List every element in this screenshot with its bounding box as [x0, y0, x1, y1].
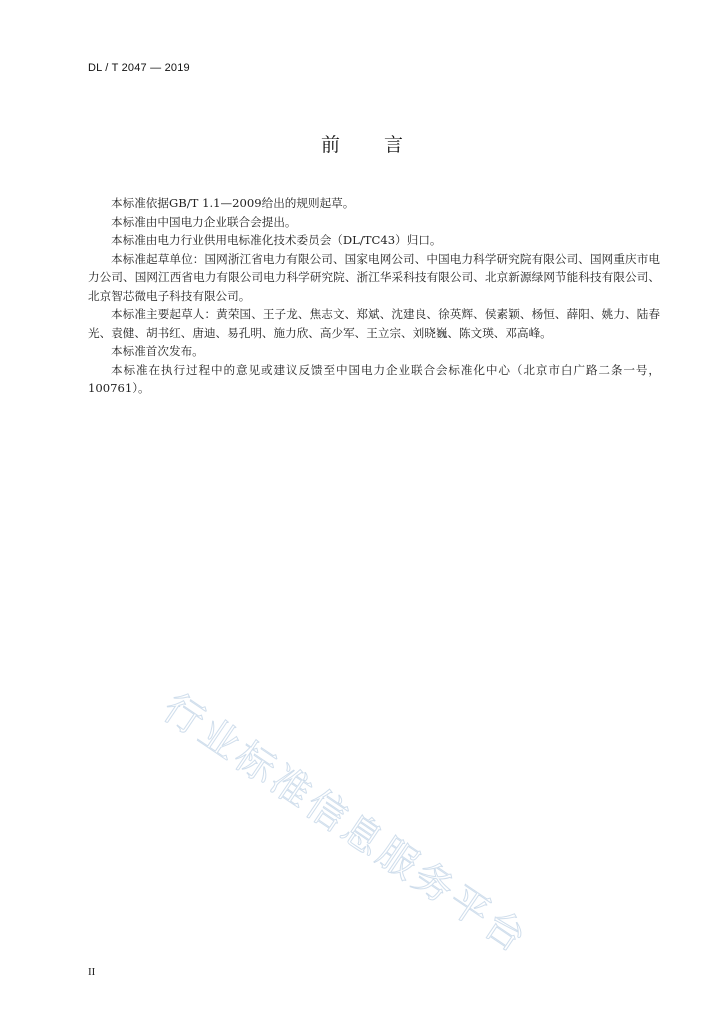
- watermark: 行业标准信息服务平台: [154, 685, 537, 964]
- page-number: II: [88, 966, 96, 978]
- paragraph-proposer: 本标准由中国电力企业联合会提出。: [111, 214, 297, 229]
- paragraph-jurisdiction: 本标准由电力行业供用电标准化技术委员会（DL/TC43）归口。: [111, 233, 442, 247]
- paragraph-first-release: 本标准首次发布。: [111, 344, 204, 358]
- page-title: 前言: [320, 134, 447, 156]
- paragraph-drafting-units: 本标准起草单位：国网浙江省电力有限公司、国家电网公司、中国电力科学研究院有限公司、国网重庆市电力公司、国网江西省电力有限公司电力科学研究院、浙江华采科技有限公司、北京新源绿网节能科技有限公司、北京智芯微电子科技有限公司。: [88, 251, 660, 303]
- standard-code-header: DL / T 2047 — 2019: [88, 62, 190, 74]
- paragraph-feedback: 本标准在执行过程中的意见或建议反馈至中国电力企业联合会标准化中心（北京市白广路二条一号，100761）。: [88, 362, 660, 395]
- paragraph-drafting-rules: 本标准依据GB/T 1.1—2009给出的规则起草。: [111, 196, 355, 210]
- paragraph-drafters: 本标准主要起草人：黄荣国、王子龙、焦志文、郑斌、沈建良、徐英辉、侯素颖、杨恒、薛阳、姚力、陆春光、袁健、胡书红、唐迪、易孔明、施力欣、高少军、王立宗、刘晓巍、陈文瑛、邓高峰。: [88, 307, 660, 340]
- foreword-body: [88, 194, 660, 398]
